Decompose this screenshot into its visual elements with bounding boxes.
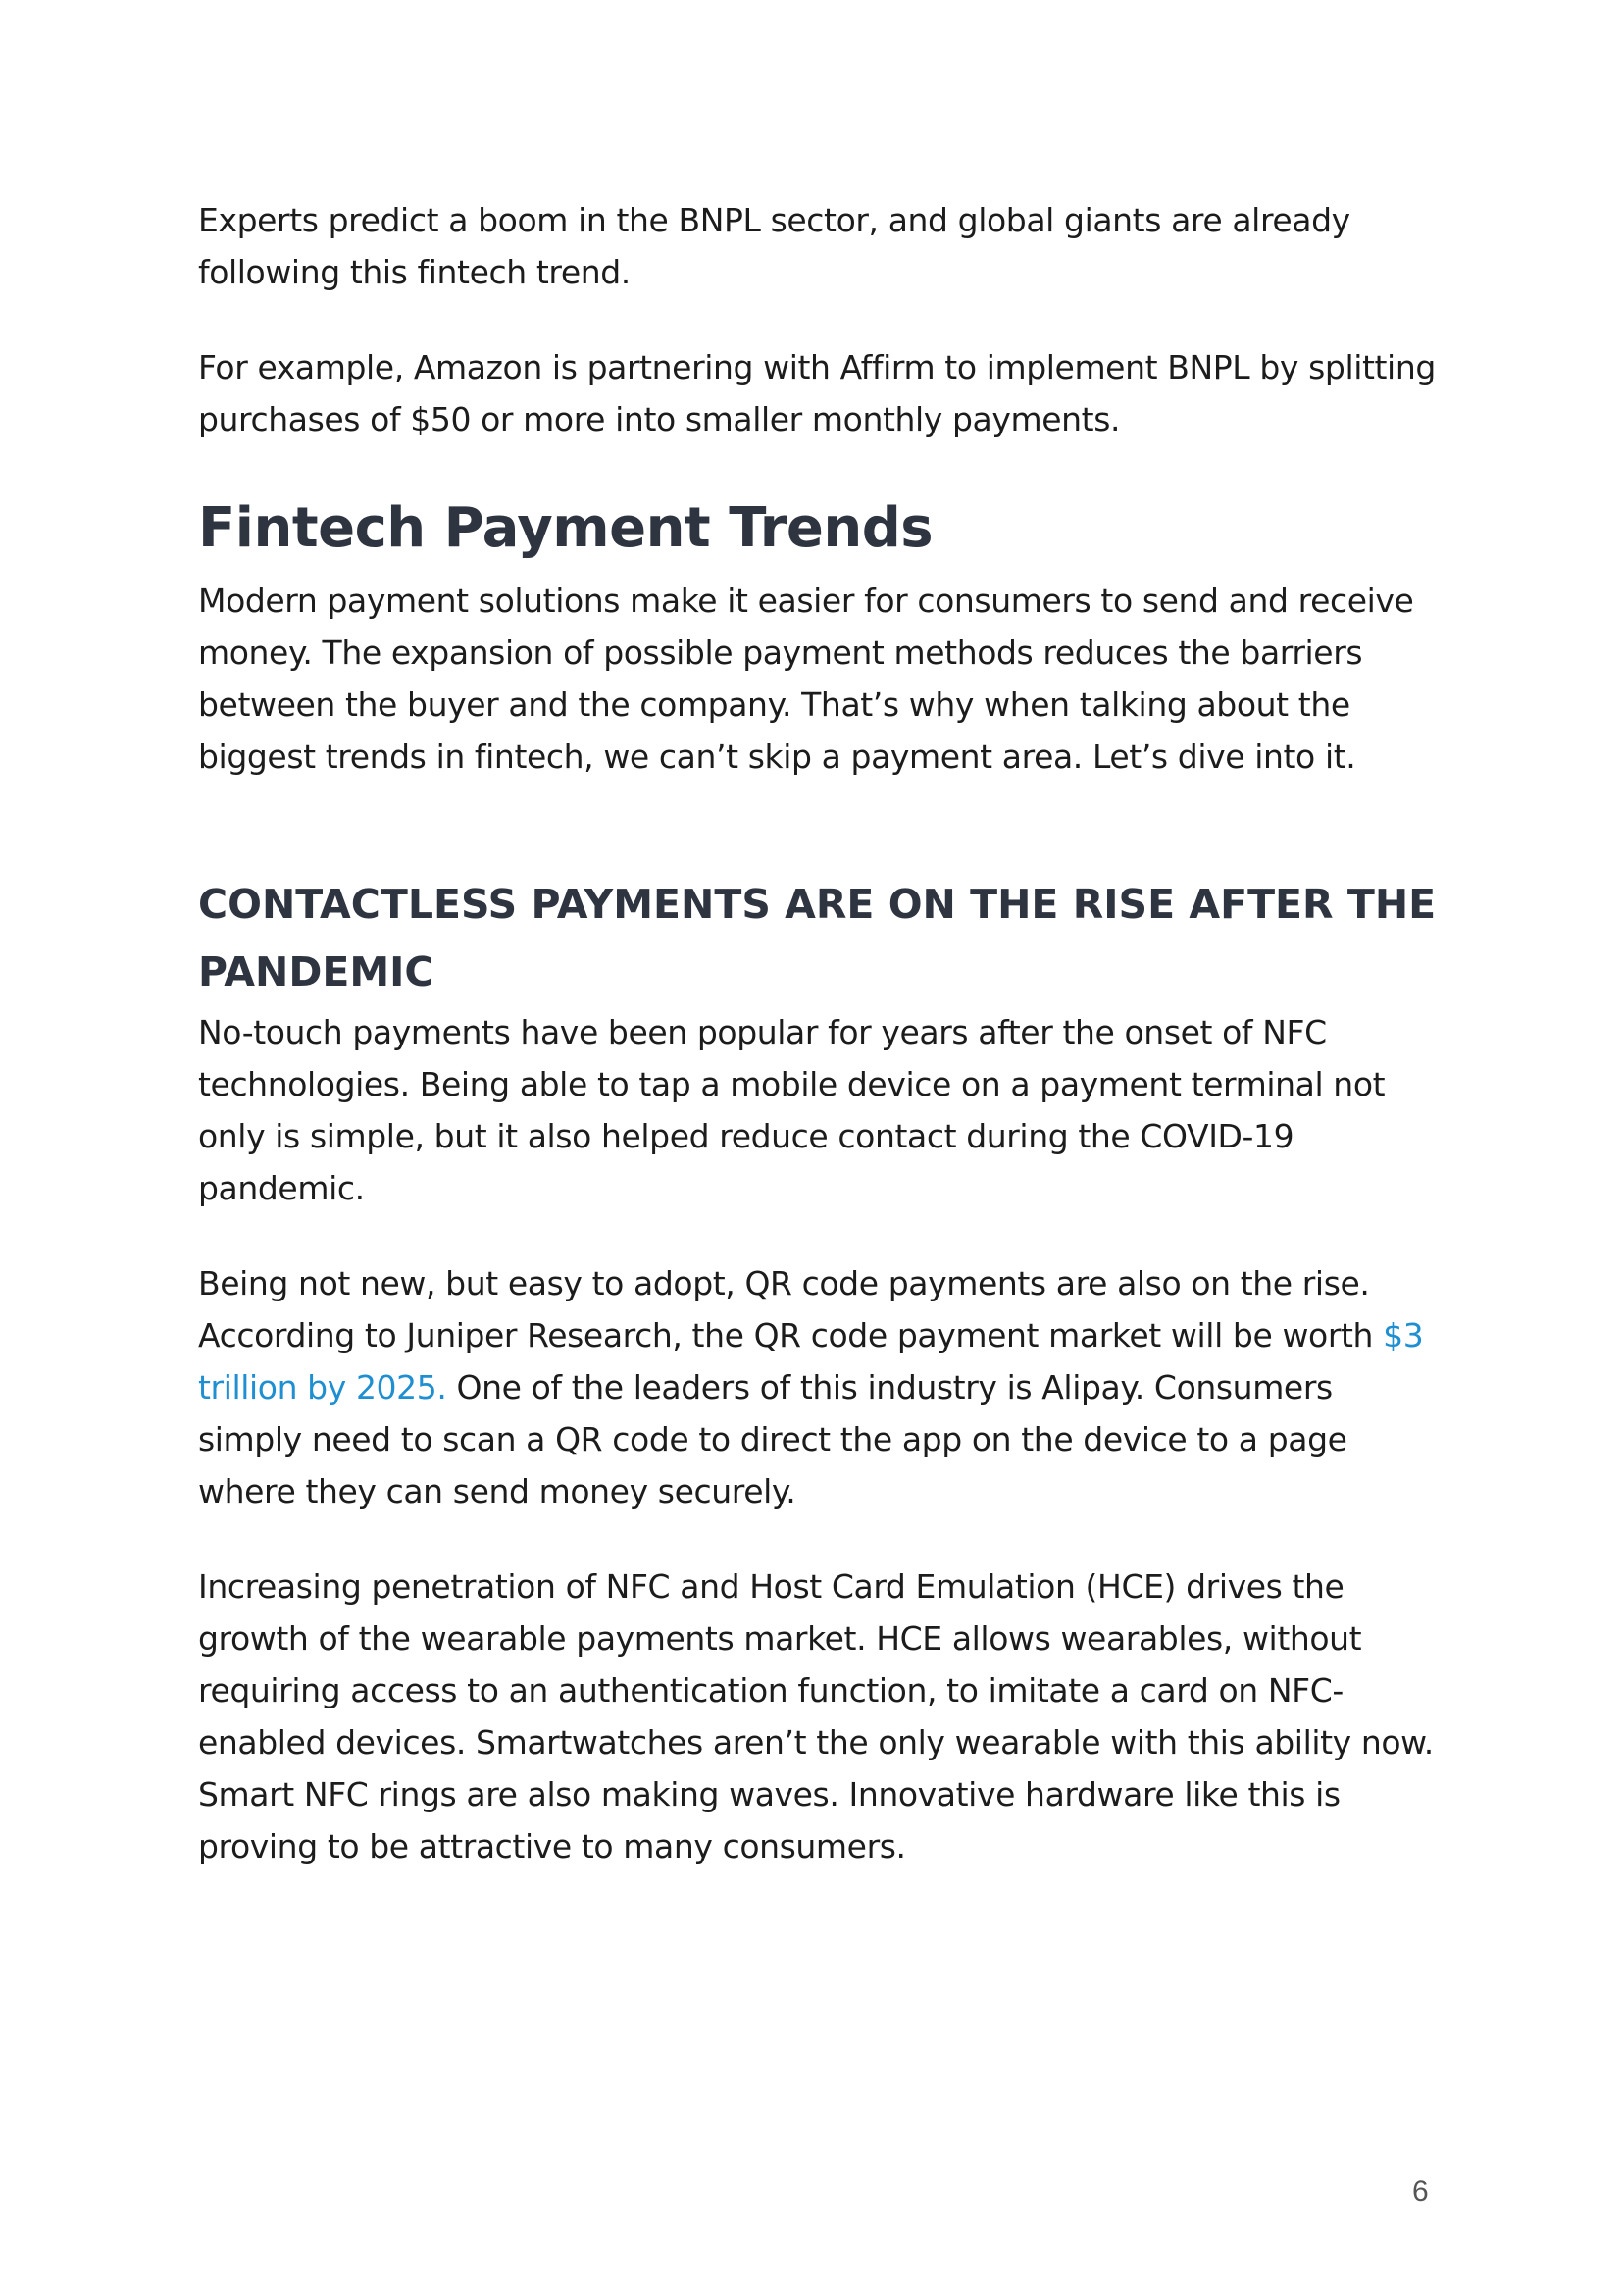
intro-paragraph-2: For example, Amazon is partnering with Affirm to implement BNPL by splitting purchases of $50 or more into smaller monthly payments.: [198, 348, 1436, 438]
section-intro-paragraph: Modern payment solutions make it easier for consumers to send and receive money. The expansion of possible payment methods reduces the barriers between the buyer and the company. That’s why when talking about the biggest trends in fintech, we can’t skip a payment area. Let’s dive into it.: [198, 582, 1414, 776]
paragraph-2-text-after-link: One of the leaders of this industry is Alipay. Consumers simply need to scan a QR code to direct the app on the device to a page where they can send money securely.: [198, 1368, 1347, 1510]
juniper-research-link[interactable]: $3 trillion by 2025.: [198, 1316, 1424, 1406]
subsection-paragraph-3: Increasing penetration of NFC and Host Card Emulation (HCE) drives the growth of the wearable payments market. HCE allows wearables, without requiring access to an authentication function, to imitate a card on NFC-enabled devices. Smartwatches aren’t the only wearable with this ability now. Smart NFC rings are also making waves. Innovative hardware like this is proving to be attractive to many consumers.: [198, 1567, 1434, 1865]
subsection-paragraph-2: [198, 1257, 1444, 1517]
document-page: [198, 194, 1444, 1872]
subsection-title: CONTACTLESS PAYMENTS ARE ON THE RISE AFTER THE PANDEMIC: [198, 881, 1437, 995]
section-title: Fintech Payment Trends: [198, 496, 934, 560]
intro-paragraph-1: Experts predict a boom in the BNPL sector, and global giants are already following this fintech trend.: [198, 201, 1350, 291]
paragraph-2-text-before-link: Being not new, but easy to adopt, QR code payments are also on the rise. According to Juniper Research, the QR code payment market will be worth: [198, 1264, 1384, 1354]
page-number: 6: [1412, 2175, 1429, 2208]
subsection-paragraph-1: No-touch payments have been popular for years after the onset of NFC technologies. Being able to tap a mobile device on a payment terminal not only is simple, but it also helped reduce contact during the COVID-19 pandemic.: [198, 1013, 1386, 1207]
